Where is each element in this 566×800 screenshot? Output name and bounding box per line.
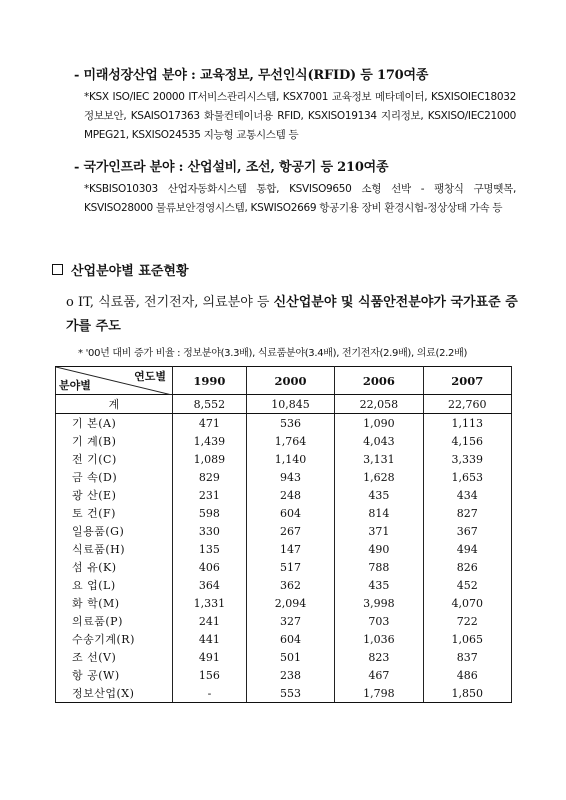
row-label: 기 본(A) <box>56 414 173 433</box>
table-cell: 486 <box>423 666 511 684</box>
table-cell: - <box>173 684 247 703</box>
table-cell: 1,764 <box>246 432 334 450</box>
table-cell: 1,439 <box>173 432 247 450</box>
corner-header <box>56 367 173 395</box>
table-cell: 494 <box>423 540 511 558</box>
row-label: 정보산업(X) <box>56 684 173 703</box>
row-label: 전 기(C) <box>56 450 173 468</box>
standards-table <box>55 366 512 703</box>
row-label: 화 학(M) <box>56 594 173 612</box>
corner-top-label: 연도별 <box>134 370 166 383</box>
total-cell: 8,552 <box>173 395 247 414</box>
table-cell: 722 <box>423 612 511 630</box>
table-cell: 471 <box>173 414 247 433</box>
table-cell: 814 <box>335 504 423 522</box>
table-cell: 1,090 <box>335 414 423 433</box>
table-cell: 3,339 <box>423 450 511 468</box>
table-cell: 327 <box>246 612 334 630</box>
row-label: 수송기계(R) <box>56 630 173 648</box>
year-header: 2007 <box>423 367 511 395</box>
table-cell: 362 <box>246 576 334 594</box>
table-cell: 4,070 <box>423 594 511 612</box>
table-cell: 4,156 <box>423 432 511 450</box>
table-row <box>56 630 512 648</box>
table-cell: 441 <box>173 630 247 648</box>
bullet-heading-growth: - 미래성장산업 분야 : 교육정보, 무선인식(RFID) 등 170여종 <box>74 68 429 83</box>
total-cell: 22,058 <box>335 395 423 414</box>
table-row <box>56 684 512 703</box>
row-label: 토 건(F) <box>56 504 173 522</box>
table-cell: 2,094 <box>246 594 334 612</box>
row-label: 의료품(P) <box>56 612 173 630</box>
table-cell: 435 <box>335 486 423 504</box>
table-cell: 1,089 <box>173 450 247 468</box>
table-cell: 517 <box>246 558 334 576</box>
table-cell: 406 <box>173 558 247 576</box>
table-row <box>56 612 512 630</box>
year-header: 1990 <box>173 367 247 395</box>
table-row <box>56 432 512 450</box>
table-cell: 788 <box>335 558 423 576</box>
table-cell: 248 <box>246 486 334 504</box>
table-row <box>56 486 512 504</box>
table-cell: 501 <box>246 648 334 666</box>
table-cell: 135 <box>173 540 247 558</box>
table-row <box>56 504 512 522</box>
table-cell: 330 <box>173 522 247 540</box>
table-cell: 367 <box>423 522 511 540</box>
table-cell: 435 <box>335 576 423 594</box>
table-cell: 238 <box>246 666 334 684</box>
total-cell: 22,760 <box>423 395 511 414</box>
table-cell: 1,850 <box>423 684 511 703</box>
table-row <box>56 522 512 540</box>
table-cell: 267 <box>246 522 334 540</box>
table-cell: 1,113 <box>423 414 511 433</box>
section-title <box>52 260 189 279</box>
table-cell: 452 <box>423 576 511 594</box>
table-cell: 156 <box>173 666 247 684</box>
table-row <box>56 666 512 684</box>
ratio-note: * '00년 대비 증가 비율 : 정보분야(3.3배), 식료품분야(3.4배), 전기전자(2.9배), 의료(2.2배) <box>78 348 468 359</box>
intro-lead: o IT, 식료품, 전기전자, 의료분야 등 <box>66 295 274 310</box>
table-row <box>56 576 512 594</box>
total-row <box>56 395 512 414</box>
table-row <box>56 648 512 666</box>
table-row <box>56 594 512 612</box>
year-header: 2000 <box>246 367 334 395</box>
table-row <box>56 558 512 576</box>
table-cell: 4,043 <box>335 432 423 450</box>
row-label: 요 업(L) <box>56 576 173 594</box>
intro-strong: 신산업분야 및 식품안전분야가 국가표준 증가를 주도 <box>66 295 518 334</box>
row-label: 금 속(D) <box>56 468 173 486</box>
table-cell: 3,131 <box>335 450 423 468</box>
table-cell: 604 <box>246 630 334 648</box>
table-cell: 364 <box>173 576 247 594</box>
section-intro <box>66 291 526 339</box>
row-label: 식료품(H) <box>56 540 173 558</box>
table-cell: 823 <box>335 648 423 666</box>
table-header-row <box>56 367 512 395</box>
table-cell: 826 <box>423 558 511 576</box>
table-cell: 943 <box>246 468 334 486</box>
table-cell: 1,798 <box>335 684 423 703</box>
row-label: 기 계(B) <box>56 432 173 450</box>
table-cell: 1,653 <box>423 468 511 486</box>
table-cell: 536 <box>246 414 334 433</box>
section-title-text: 산업분야별 표준현황 <box>71 264 189 279</box>
corner-bottom-label: 분야별 <box>59 379 91 392</box>
total-cell: 10,845 <box>246 395 334 414</box>
table-cell: 1,628 <box>335 468 423 486</box>
checkbox-icon <box>52 264 63 275</box>
year-header: 2006 <box>335 367 423 395</box>
table-cell: 598 <box>173 504 247 522</box>
bullet-note-infra: *KSBISO10303 산업자동화시스템 통합, KSVISO9650 소형 선박 - 팽창식 구명뗏목, KSVISO28000 물류보안경영시스템, KSWISO2669 항공기용 장비 환경시험-정상상태 가속 등 <box>84 183 516 214</box>
table-cell: 1,331 <box>173 594 247 612</box>
row-label: 광 산(E) <box>56 486 173 504</box>
table-cell: 434 <box>423 486 511 504</box>
row-label: 섬 유(K) <box>56 558 173 576</box>
table-row <box>56 414 512 433</box>
table-cell: 1,140 <box>246 450 334 468</box>
table-cell: 3,998 <box>335 594 423 612</box>
table-cell: 827 <box>423 504 511 522</box>
table-row <box>56 450 512 468</box>
bullet-note-growth: *KSX ISO/IEC 20000 IT서비스관리시스템, KSX7001 교육정보 메타데이터, KSXISOIEC18032 정보보안, KSAISO17363 화물컨테이너용 RFID, KSXISO19134 지리정보, KSXISO/IEC21000 MPEG21, KSXISO24535 지능형 교통시스템 등 <box>84 91 516 141</box>
table-row <box>56 540 512 558</box>
table-cell: 1,036 <box>335 630 423 648</box>
table-cell: 241 <box>173 612 247 630</box>
table-row <box>56 468 512 486</box>
table-cell: 231 <box>173 486 247 504</box>
table-cell: 703 <box>335 612 423 630</box>
table-cell: 1,065 <box>423 630 511 648</box>
table-cell: 490 <box>335 540 423 558</box>
table-cell: 147 <box>246 540 334 558</box>
table-cell: 467 <box>335 666 423 684</box>
table-cell: 491 <box>173 648 247 666</box>
bullet-heading-infra: - 국가인프라 분야 : 산업설비, 조선, 항공기 등 210여종 <box>74 160 389 175</box>
row-label: 항 공(W) <box>56 666 173 684</box>
table-cell: 829 <box>173 468 247 486</box>
table-cell: 604 <box>246 504 334 522</box>
table-cell: 371 <box>335 522 423 540</box>
table-cell: 837 <box>423 648 511 666</box>
row-label: 일용품(G) <box>56 522 173 540</box>
row-label: 조 선(V) <box>56 648 173 666</box>
total-label: 계 <box>56 395 173 414</box>
table-cell: 553 <box>246 684 334 703</box>
